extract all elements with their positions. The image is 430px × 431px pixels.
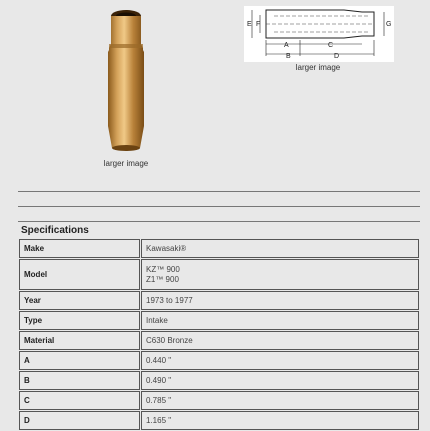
spec-value: 0.490 " xyxy=(141,371,419,390)
diagram-caption-link[interactable]: larger image xyxy=(295,63,341,72)
dim-label-b: B xyxy=(286,53,291,60)
table-row xyxy=(19,411,419,430)
table-row xyxy=(19,291,419,310)
table-row xyxy=(19,371,419,390)
specifications-table xyxy=(18,238,420,431)
spec-key: Make xyxy=(19,239,140,258)
valve-guide-photo[interactable] xyxy=(96,6,156,156)
spec-value: Kawasaki® xyxy=(141,239,419,258)
table-row xyxy=(19,391,419,410)
spec-key: Material xyxy=(19,331,140,350)
table-row xyxy=(19,239,419,258)
spec-key: D xyxy=(19,411,140,430)
spec-key: Year xyxy=(19,291,140,310)
spec-value: Intake xyxy=(141,311,419,330)
spec-key: Model xyxy=(19,259,140,290)
valve-guide-image xyxy=(96,6,156,156)
dim-label-f: F xyxy=(256,21,261,28)
spec-key: A xyxy=(19,351,140,370)
spec-value: 0.440 " xyxy=(141,351,419,370)
dimension-diagram-image xyxy=(244,6,394,62)
dim-label-g: G xyxy=(386,21,392,28)
spec-value: C630 Bronze xyxy=(141,331,419,350)
spec-key: C xyxy=(19,391,140,410)
dim-label-a: A xyxy=(284,42,289,49)
dim-label-d: D xyxy=(334,53,340,60)
separator-rule xyxy=(18,221,420,222)
spec-value: 0.785 " xyxy=(141,391,419,410)
spec-key: Type xyxy=(19,311,140,330)
table-row xyxy=(19,259,419,290)
dim-label-e: E xyxy=(247,21,252,28)
spec-value: 1.165 " xyxy=(141,411,419,430)
separator-rule xyxy=(18,206,420,207)
table-row xyxy=(19,351,419,370)
spec-key: B xyxy=(19,371,140,390)
spec-value: 1973 to 1977 xyxy=(141,291,419,310)
specifications-heading: Specifications xyxy=(21,225,89,236)
spec-value-line: Z1™ 900 xyxy=(146,274,179,284)
dimension-diagram[interactable] xyxy=(244,6,394,62)
table-row xyxy=(19,311,419,330)
dim-label-c: C xyxy=(328,42,334,49)
photo-caption-link[interactable]: larger image xyxy=(103,159,149,168)
separator-rule xyxy=(18,191,420,192)
table-row xyxy=(19,331,419,350)
spec-value-line: KZ™ 900 xyxy=(146,264,180,274)
spec-value xyxy=(141,259,419,290)
